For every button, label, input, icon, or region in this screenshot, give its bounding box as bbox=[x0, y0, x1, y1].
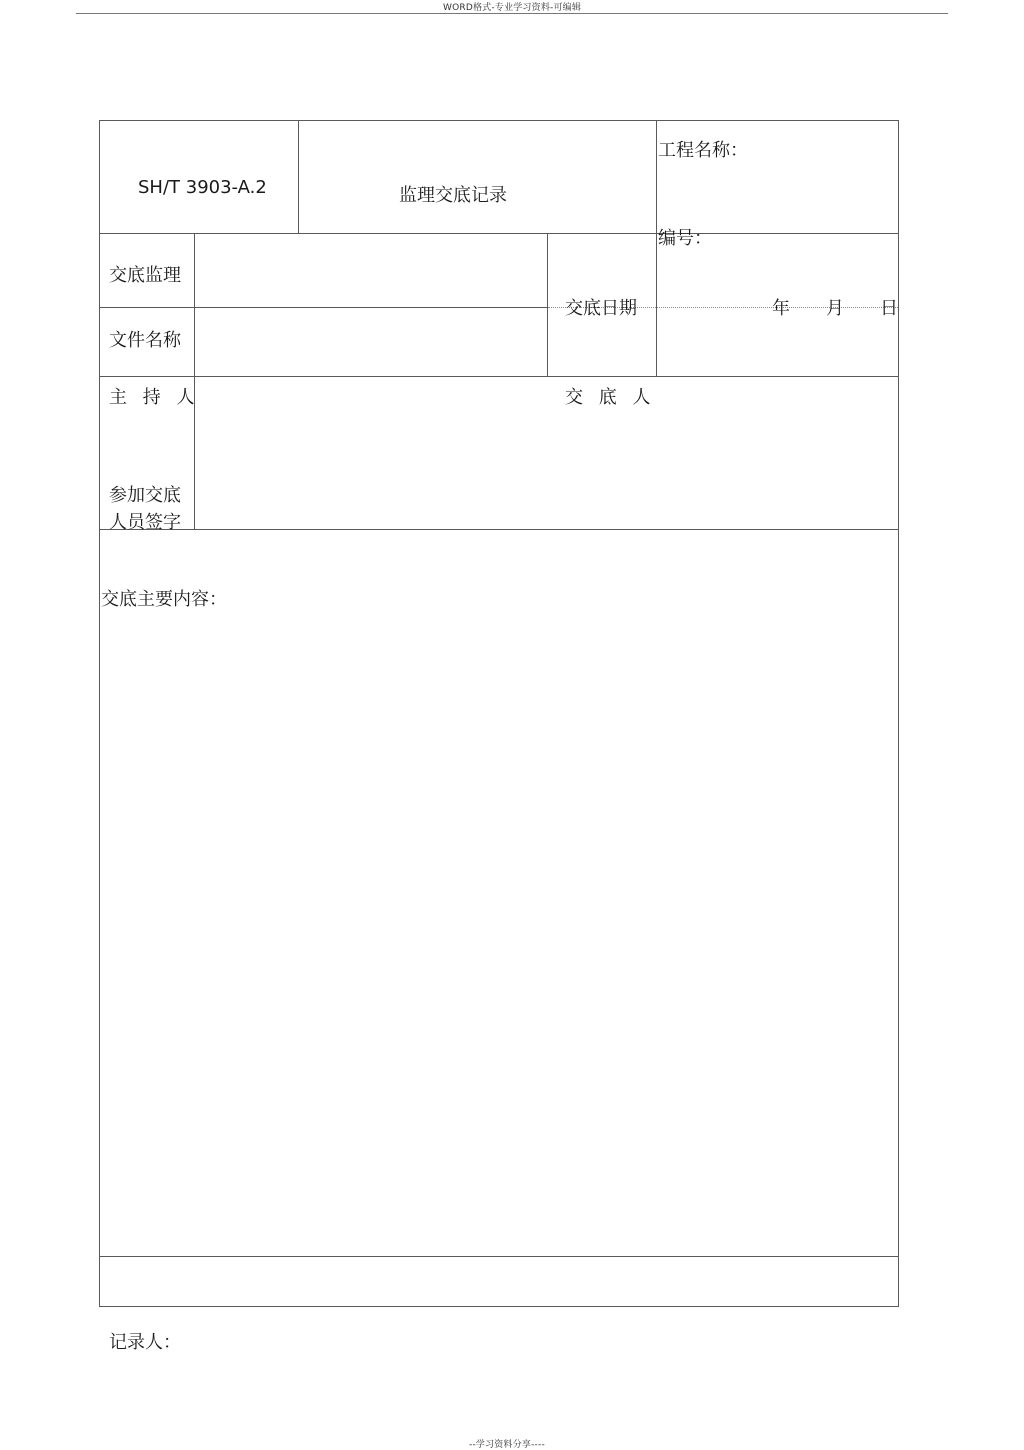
row-line-header bbox=[99, 233, 899, 234]
attendees-label-line2: 人员签字 bbox=[109, 512, 181, 533]
table-border-top bbox=[99, 120, 899, 121]
divider-title-project bbox=[656, 120, 657, 376]
form-code: SH/T 3903-A.2 bbox=[138, 177, 267, 198]
host-label: 主 持 人 bbox=[109, 387, 200, 408]
row-line-signature bbox=[99, 529, 899, 530]
row-line-content bbox=[99, 1256, 899, 1257]
project-name-label: 工程名称： bbox=[658, 140, 748, 161]
row-line-docname bbox=[99, 376, 899, 377]
recorder-label: 记录人： bbox=[109, 1332, 181, 1353]
attendees-label-line1: 参加交底 bbox=[109, 485, 181, 506]
divider-label-col bbox=[194, 233, 195, 529]
date-label: 交底日期 bbox=[565, 298, 637, 319]
table-border-left bbox=[99, 120, 100, 1307]
date-day: 日 bbox=[880, 298, 898, 319]
serial-number-label: 编号： bbox=[658, 228, 712, 249]
date-year: 年 bbox=[772, 298, 790, 319]
presenter-label: 交 底 人 bbox=[565, 387, 656, 408]
page-footer-text: --学习资料分享---- bbox=[469, 1440, 545, 1450]
main-content-label: 交底主要内容： bbox=[101, 589, 227, 610]
supervisor-label: 交底监理 bbox=[109, 265, 181, 286]
date-month: 月 bbox=[826, 298, 844, 319]
page-header-rule bbox=[76, 13, 948, 14]
table-border-bottom bbox=[99, 1306, 899, 1307]
divider-date-col bbox=[547, 233, 548, 376]
document-name-label: 文件名称 bbox=[109, 330, 181, 351]
row-line-supervisor bbox=[99, 307, 548, 308]
form-title: 监理交底记录 bbox=[399, 185, 507, 206]
page-header-text: WORD格式-专业学习资料-可编辑 bbox=[443, 3, 582, 13]
table-border-right bbox=[898, 120, 899, 1307]
divider-code-title bbox=[298, 120, 299, 234]
